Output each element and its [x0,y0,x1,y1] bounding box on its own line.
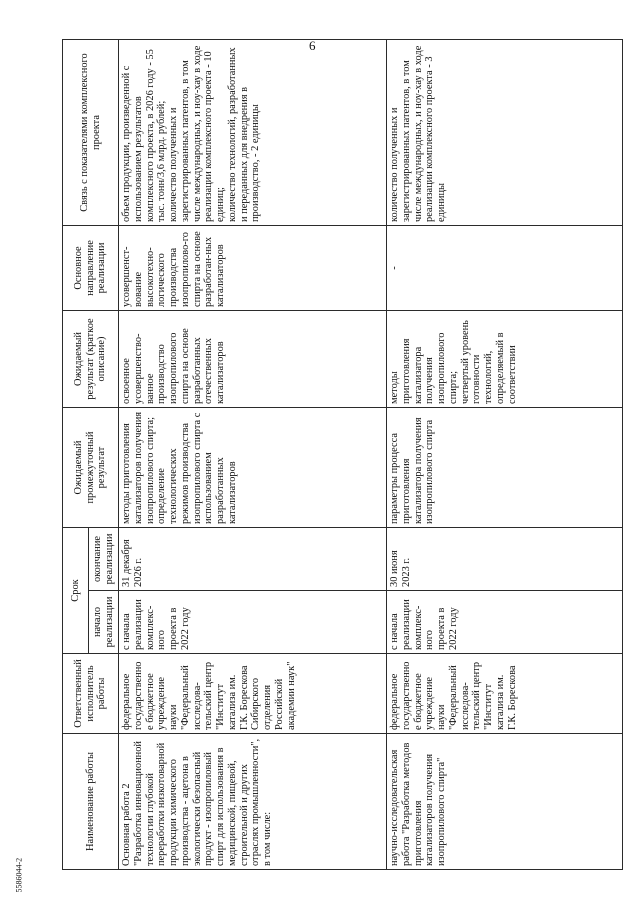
header-link: Связь с показателями комплексного проекта [63,40,119,226]
cell-link [387,40,623,226]
row-1-executor: федеральное государственное бюджетное учреждение науки "Федеральный исследова-тельский центр "Институт катализа им. Г.К. Борескова Сибирского отделения Российской академии наук" [121,661,297,730]
cell-start [119,591,387,654]
cell-final [387,311,623,408]
cell-final [119,311,387,408]
header-intermediate-result: Ожидаемый промежуточный результат [63,408,119,528]
cell-intermediate [387,408,623,528]
cell-direction [387,226,623,311]
work-plan-table [62,39,623,870]
row-2-link: количество полученных и зарегистрированных патентов, в том числе международных, и ноу-хау в ходе реализации комплексного проекта - 3 единицы [389,45,447,222]
row-2-direction: - [389,266,400,270]
row-1-final: освоенное усовершенство-ванное производство изопропилового спирта на основе разработанных отечественных катализаторов [121,328,226,404]
page-number: 6 [309,38,316,53]
cell-name [387,734,623,870]
cell-end [387,528,623,591]
cell-executor [119,654,387,734]
row-2-end: 30 июня 2023 г. [389,550,412,587]
row-2-name: научно-исследовательская работа "Разработка методов приготовления катализаторов получения изопропилового спирта" [389,742,447,866]
table-row [119,40,387,870]
table-row [387,40,623,870]
rotated-table-container [62,40,622,870]
cell-end [119,528,387,591]
header-term: Срок [63,528,89,654]
document-code: 5586044-2 [14,857,24,893]
cell-link [119,40,387,226]
header-start: начало реализации [89,591,119,654]
cell-executor [387,654,623,734]
cell-intermediate [119,408,387,528]
row-1-end: 31 декабря 2026 г. [121,539,144,587]
cell-name [119,734,387,870]
header-executor: Ответственный исполнитель работы [63,654,119,734]
row-1-name: Основная работа 2 "Разработка инновационной технологии глубокой переработки низкотоварной продукции химического производства - ацетона в экологически безопасный продукт - изопропиловый спирт для использования в медицинской, пищевой, строительной и других отраслях промышленности", в том числе: [121,738,273,866]
cell-direction [119,226,387,311]
row-2-intermediate: параметры процесса приготовления катализатора получения изопропилового спирта [389,417,436,524]
header-name: Наименование работы [63,734,119,870]
row-1-direction: усовершенст-вование высокотехно-логического производства изопропилово-го спирта на основе разработан-ных катализаторов [121,231,226,307]
row-1-intermediate: методы приготовления катализаторов получения изопропилового спирта; определение технологических режимов производства изопропилового спирта с использованием разработанных катализаторов [121,411,238,524]
header-final-result: Ожидаемый результат (краткое описание) [63,311,119,408]
header-direction: Основное направление реализации [63,226,119,311]
header-end: окончание реализации [89,528,119,591]
row-1-start: с начала реализации комплекс-ного проекта в 2022 году [121,599,191,650]
row-1-link: объем продукции, произведенной с использованием результатов комплексного проекта, в 2026 году - 55 тыс. тонн/3,6 млрд. рублей; количество полученных и зарегистрированных патентов, в том числе международных, и ноу-хау в ходе реализации комплексного проекта - 10 единиц; количество технологий, разработанных и переданных для внедрения в производство, - 2 единицы [121,45,262,222]
cell-start [387,591,623,654]
row-2-final: методы приготовления катализатора получения изопропилового спирта; четвертый уровень готовности технологий, определяемый в соответствии [389,320,518,404]
row-2-executor: федеральное государственное бюджетное учреждение науки "Федеральный исследова-тельский центр "Институт катализа им. Г.К. Борескова [389,661,518,730]
row-2-start: с начала реализации комплекс-ного проекта в 2022 году [389,599,459,650]
